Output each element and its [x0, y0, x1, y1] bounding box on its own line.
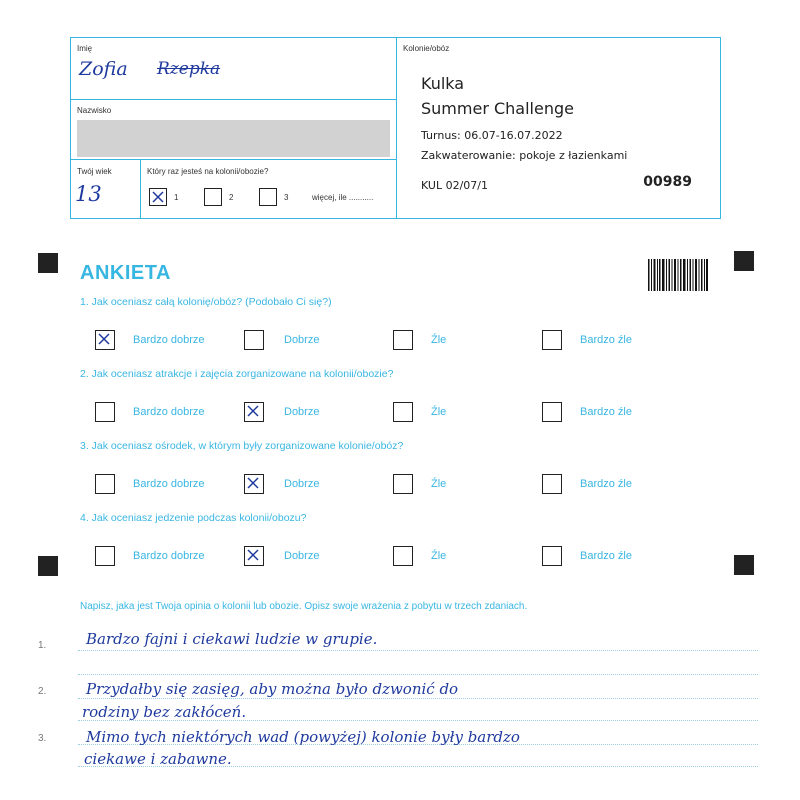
- times-label: Który raz jesteś na kolonii/obozie?: [147, 167, 269, 176]
- opinion-number-3: 3.: [38, 733, 47, 744]
- opinion-line-2a: [78, 698, 758, 699]
- opinion-line-1b: [78, 674, 758, 675]
- question-2: 2. Jak oceniasz atrakcje i zajęcia zorganizowane na kolonii/obozie?: [80, 368, 394, 380]
- question-1-option-3-checkbox[interactable]: [393, 330, 413, 350]
- question-4-option-2-checkbox[interactable]: [244, 546, 264, 566]
- camp-cell: [397, 38, 720, 218]
- accommodation: Zakwaterowanie: pokoje z łazienkami: [421, 149, 628, 162]
- question-4-option-2-label: Dobrze: [284, 550, 320, 562]
- question-1-option-1-label: Bardzo dobrze: [133, 334, 205, 346]
- question-4-option-4-label: Bardzo źle: [580, 550, 632, 562]
- times-checkbox-3[interactable]: [259, 188, 277, 206]
- age-value[interactable]: 13: [75, 182, 102, 206]
- question-2-option-1-checkbox[interactable]: [95, 402, 115, 422]
- name-value[interactable]: Zofia: [79, 58, 128, 80]
- barcode-icon: [648, 259, 708, 291]
- question-3-option-3-label: Źle: [431, 478, 447, 490]
- question-4-option-3-label: Źle: [431, 550, 447, 562]
- question-1-option-4-label: Bardzo źle: [580, 334, 632, 346]
- times-option-3: 3: [284, 193, 289, 202]
- survey-title: ANKIETA: [80, 262, 171, 284]
- times-checkbox-2[interactable]: [204, 188, 222, 206]
- age-label: Twój wiek: [77, 167, 112, 176]
- times-option-1: 1: [174, 193, 179, 202]
- form-number: 00989: [643, 174, 692, 190]
- turnus: Turnus: 06.07-16.07.2022: [421, 129, 563, 142]
- camp-code: KUL 02/07/1: [421, 179, 488, 192]
- redacted-surname: [77, 120, 390, 157]
- question-1-option-2-label: Dobrze: [284, 334, 320, 346]
- question-2-option-2-checkbox[interactable]: [244, 402, 264, 422]
- question-2-option-4-checkbox[interactable]: [542, 402, 562, 422]
- question-4-option-1-label: Bardzo dobrze: [133, 550, 205, 562]
- question-3-option-3-checkbox[interactable]: [393, 474, 413, 494]
- opinion-text-1[interactable]: Bardzo fajni i ciekawi ludzie w grupie.: [86, 630, 378, 648]
- question-2-option-3-label: Źle: [431, 406, 447, 418]
- times-option-2: 2: [229, 193, 234, 202]
- opinion-prompt: Napisz, jaka jest Twoja opinia o kolonii lub obozie. Opisz swoje wrażenia z pobytu w trzech zdaniach.: [80, 601, 528, 612]
- camp-name-2: Summer Challenge: [421, 99, 574, 118]
- question-2-option-3-checkbox[interactable]: [393, 402, 413, 422]
- opinion-number-2: 2.: [38, 686, 47, 697]
- name-cell: [71, 38, 397, 100]
- question-1-option-2-checkbox[interactable]: [244, 330, 264, 350]
- question-1-option-1-checkbox[interactable]: [95, 330, 115, 350]
- times-option-more: więcej, ile ...........: [312, 193, 374, 202]
- registration-mark-top-left: [38, 253, 58, 273]
- opinion-number-1: 1.: [38, 640, 47, 651]
- question-3-option-2-label: Dobrze: [284, 478, 320, 490]
- question-3: 3. Jak oceniasz ośrodek, w którym były zorganizowane kolonie/obóz?: [80, 440, 404, 452]
- name-struck: Rzepka: [157, 59, 221, 79]
- times-cell: [141, 160, 397, 218]
- surname-label: Nazwisko: [77, 106, 112, 115]
- age-cell: [71, 160, 141, 218]
- question-3-option-4-label: Bardzo źle: [580, 478, 632, 490]
- opinion-text-2[interactable]: Przydałby się zasięg, aby można było dzwonić do: [86, 680, 459, 698]
- question-4-option-3-checkbox[interactable]: [393, 546, 413, 566]
- times-checkbox-1[interactable]: [149, 188, 167, 206]
- opinion-text-3[interactable]: rodziny bez zakłóceń.: [82, 703, 247, 721]
- question-2-option-2-label: Dobrze: [284, 406, 320, 418]
- camp-label: Kolonie/obóz: [403, 44, 450, 53]
- question-2-option-1-label: Bardzo dobrze: [133, 406, 205, 418]
- surname-cell: [71, 100, 397, 160]
- question-4: 4. Jak oceniasz jedzenie podczas kolonii/obozu?: [80, 512, 307, 524]
- camp-name-1: Kulka: [421, 74, 465, 93]
- opinion-text-4[interactable]: Mimo tych niektórych wad (powyżej) kolonie były bardzo: [86, 728, 520, 746]
- opinion-text-5[interactable]: ciekawe i zabawne.: [84, 750, 232, 768]
- registration-mark-bottom-left: [38, 556, 58, 576]
- question-3-option-4-checkbox[interactable]: [542, 474, 562, 494]
- opinion-line-1a: [78, 650, 758, 651]
- question-4-option-1-checkbox[interactable]: [95, 546, 115, 566]
- registration-mark-bottom-right: [734, 555, 754, 575]
- name-label: Imię: [77, 44, 93, 53]
- question-1: 1. Jak oceniasz całą kolonię/obóz? (Podobało Ci się?): [80, 296, 332, 308]
- question-1-option-3-label: Źle: [431, 334, 447, 346]
- question-3-option-2-checkbox[interactable]: [244, 474, 264, 494]
- registration-mark-top-right: [734, 251, 754, 271]
- question-1-option-4-checkbox[interactable]: [542, 330, 562, 350]
- question-3-option-1-label: Bardzo dobrze: [133, 478, 205, 490]
- form-header: [70, 37, 721, 219]
- question-3-option-1-checkbox[interactable]: [95, 474, 115, 494]
- question-4-option-4-checkbox[interactable]: [542, 546, 562, 566]
- question-2-option-4-label: Bardzo źle: [580, 406, 632, 418]
